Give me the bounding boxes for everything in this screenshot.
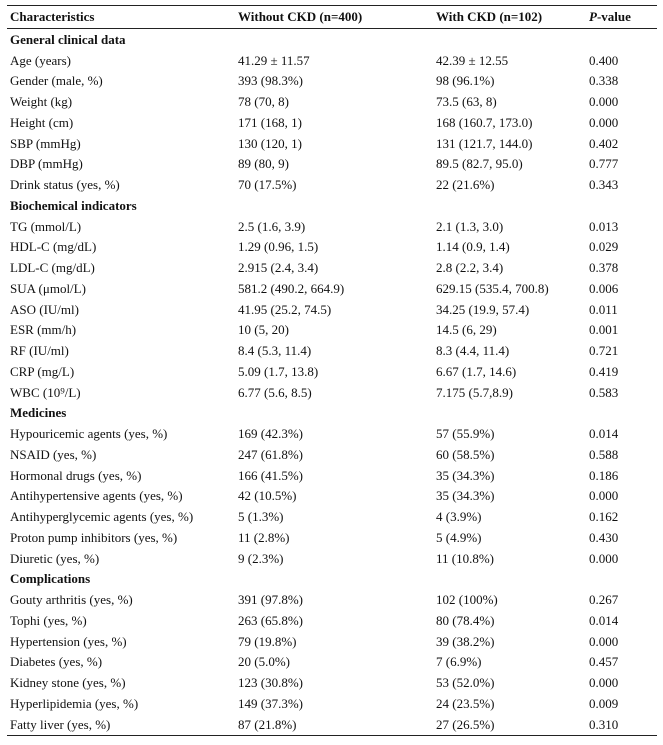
cell-with-ckd: 2.1 (1.3, 3.0) [436, 218, 504, 234]
cell-characteristic: TG (mmol/L) [10, 218, 82, 234]
cell-characteristic: Hormonal drugs (yes, %) [10, 467, 142, 483]
cell-characteristic: NSAID (yes, %) [10, 446, 97, 462]
cell-p-value: 0.009 [589, 695, 619, 711]
cell-with-ckd: 42.39 ± 12.55 [436, 52, 509, 68]
section-title: Complications [10, 571, 91, 587]
table-row [7, 112, 657, 133]
cell-without-ckd: 581.2 (490.2, 664.9) [238, 280, 345, 296]
cell-characteristic: WBC (10⁹/L) [10, 384, 81, 400]
cell-with-ckd: 53 (52.0%) [436, 675, 495, 691]
header-row [7, 6, 657, 29]
cell-with-ckd: 98 (96.1%) [436, 73, 495, 89]
cell-characteristic: LDL-C (mg/dL) [10, 260, 95, 276]
cell-characteristic: Diuretic (yes, %) [10, 550, 100, 566]
cell-p-value: 0.006 [589, 280, 619, 296]
cell-characteristic: Hypouricemic agents (yes, %) [10, 426, 168, 442]
cell-without-ckd: 391 (97.8%) [238, 592, 303, 608]
table-row [7, 486, 657, 507]
cell-characteristic: Diabetes (yes, %) [10, 654, 103, 670]
header-characteristics: Characteristics [10, 9, 95, 24]
cell-characteristic: HDL-C (mg/dL) [10, 239, 97, 255]
table-row [7, 340, 657, 361]
header-p-rest: -value [596, 9, 631, 24]
cell-p-value: 0.419 [589, 363, 619, 379]
header-with-ckd: With CKD (n=102) [436, 9, 543, 24]
cell-p-value: 0.000 [589, 94, 619, 110]
cell-characteristic: Weight (kg) [10, 94, 73, 110]
cell-without-ckd: 9 (2.3%) [238, 550, 284, 566]
cell-without-ckd: 41.95 (25.2, 74.5) [238, 301, 332, 317]
cell-without-ckd: 5 (1.3%) [238, 509, 284, 525]
cell-without-ckd: 130 (120, 1) [238, 135, 302, 151]
table-row [7, 361, 657, 382]
section-row [7, 29, 657, 50]
section-row [7, 403, 657, 424]
table-row [7, 382, 657, 403]
cell-with-ckd: 6.67 (1.7, 14.6) [436, 363, 517, 379]
cell-with-ckd: 35 (34.3%) [436, 467, 495, 483]
cell-with-ckd: 131 (121.7, 144.0) [436, 135, 533, 151]
table-row [7, 444, 657, 465]
cell-p-value: 0.014 [589, 426, 619, 442]
cell-p-value: 0.267 [589, 592, 619, 608]
cell-without-ckd: 171 (168, 1) [238, 114, 302, 130]
cell-without-ckd: 5.09 (1.7, 13.8) [238, 363, 319, 379]
cell-p-value: 0.588 [589, 446, 619, 462]
cell-with-ckd: 7.175 (5.7,8.9) [436, 384, 513, 400]
cell-characteristic: Hyperlipidemia (yes, %) [10, 695, 139, 711]
cell-without-ckd: 2.915 (2.4, 3.4) [238, 260, 319, 276]
cell-characteristic: SUA (μmol/L) [10, 280, 86, 296]
cell-characteristic: ESR (mm/h) [10, 322, 77, 338]
cell-without-ckd: 78 (70, 8) [238, 94, 289, 110]
cell-p-value: 0.583 [589, 384, 619, 400]
cell-with-ckd: 168 (160.7, 173.0) [436, 114, 533, 130]
table-row [7, 527, 657, 548]
cell-with-ckd: 1.14 (0.9, 1.4) [436, 239, 510, 255]
cell-characteristic: Gender (male, %) [10, 73, 103, 89]
cell-p-value: 0.338 [589, 73, 619, 89]
table-row [7, 548, 657, 569]
cell-p-value: 0.457 [589, 654, 619, 670]
cell-p-value: 0.014 [589, 612, 619, 628]
header-p-italic: P [589, 9, 597, 24]
header-without-ckd: Without CKD (n=400) [238, 9, 363, 24]
cell-characteristic: Antihypertensive agents (yes, %) [10, 488, 183, 504]
cell-with-ckd: 102 (100%) [436, 592, 498, 608]
cell-without-ckd: 79 (19.8%) [238, 633, 297, 649]
cell-characteristic: DBP (mmHg) [10, 156, 83, 172]
cell-with-ckd: 35 (34.3%) [436, 488, 495, 504]
cell-without-ckd: 87 (21.8%) [238, 716, 297, 732]
cell-without-ckd: 263 (65.8%) [238, 612, 303, 628]
section-title: Biochemical indicators [10, 197, 137, 213]
cell-p-value: 0.029 [589, 239, 619, 255]
table-row [7, 91, 657, 112]
table-row [7, 278, 657, 299]
table-row [7, 693, 657, 714]
cell-with-ckd: 7 (6.9%) [436, 654, 482, 670]
section-title: Medicines [10, 405, 67, 421]
header-p-value [586, 6, 657, 29]
cell-characteristic: Height (cm) [10, 114, 74, 130]
cell-with-ckd: 629.15 (535.4, 700.8) [436, 280, 549, 296]
cell-p-value: 0.162 [589, 509, 619, 525]
cell-with-ckd: 57 (55.9%) [436, 426, 495, 442]
cell-with-ckd: 14.5 (6, 29) [436, 322, 497, 338]
cell-p-value: 0.013 [589, 218, 619, 234]
cell-with-ckd: 4 (3.9%) [436, 509, 482, 525]
cell-with-ckd: 5 (4.9%) [436, 529, 482, 545]
table-header [7, 6, 657, 29]
cell-without-ckd: 11 (2.8%) [238, 529, 290, 545]
cell-p-value: 0.402 [589, 135, 619, 151]
cell-with-ckd: 2.8 (2.2, 3.4) [436, 260, 504, 276]
cell-with-ckd: 34.25 (19.9, 57.4) [436, 301, 530, 317]
table-row [7, 71, 657, 92]
cell-with-ckd: 24 (23.5%) [436, 695, 495, 711]
table-row [7, 299, 657, 320]
cell-characteristic: RF (IU/ml) [10, 343, 69, 359]
table-row [7, 320, 657, 341]
cell-characteristic: Fatty liver (yes, %) [10, 716, 111, 732]
cell-without-ckd: 169 (42.3%) [238, 426, 303, 442]
cell-without-ckd: 149 (37.3%) [238, 695, 303, 711]
table-row [7, 216, 657, 237]
cell-with-ckd: 73.5 (63, 8) [436, 94, 497, 110]
cell-characteristic: Proton pump inhibitors (yes, %) [10, 529, 178, 545]
cell-p-value: 0.777 [589, 156, 619, 172]
cell-characteristic: Hypertension (yes, %) [10, 633, 127, 649]
cell-with-ckd: 11 (10.8%) [436, 550, 495, 566]
cell-with-ckd: 27 (26.5%) [436, 716, 495, 732]
cell-p-value: 0.000 [589, 488, 619, 504]
table-row [7, 257, 657, 278]
table-row [7, 506, 657, 527]
cell-p-value: 0.721 [589, 343, 619, 359]
cell-with-ckd: 8.3 (4.4, 11.4) [436, 343, 510, 359]
table-row [7, 423, 657, 444]
table-row [7, 133, 657, 154]
table-row [7, 714, 657, 735]
table-row [7, 465, 657, 486]
cell-without-ckd: 70 (17.5%) [238, 177, 297, 193]
cell-with-ckd: 22 (21.6%) [436, 177, 495, 193]
cell-without-ckd: 10 (5, 20) [238, 322, 289, 338]
table-row [7, 672, 657, 693]
table-row [7, 652, 657, 673]
cell-p-value: 0.186 [589, 467, 619, 483]
table-body [7, 29, 657, 736]
cell-characteristic: CRP (mg/L) [10, 363, 75, 379]
table-row [7, 589, 657, 610]
cell-p-value: 0.343 [589, 177, 619, 193]
cell-without-ckd: 41.29 ± 11.57 [238, 52, 310, 68]
cell-characteristic: Tophi (yes, %) [10, 612, 87, 628]
cell-without-ckd: 42 (10.5%) [238, 488, 297, 504]
cell-p-value: 0.000 [589, 550, 619, 566]
cell-without-ckd: 166 (41.5%) [238, 467, 303, 483]
cell-without-ckd: 89 (80, 9) [238, 156, 289, 172]
table-row [7, 174, 657, 195]
table-row [7, 154, 657, 175]
cell-p-value: 0.000 [589, 675, 619, 691]
section-title: General clinical data [10, 31, 126, 47]
cell-p-value: 0.378 [589, 260, 619, 276]
cell-characteristic: Kidney stone (yes, %) [10, 675, 126, 691]
cell-without-ckd: 6.77 (5.6, 8.5) [238, 384, 312, 400]
cell-p-value: 0.000 [589, 633, 619, 649]
cell-p-value: 0.310 [589, 716, 619, 732]
cell-p-value: 0.400 [589, 52, 619, 68]
cell-p-value: 0.430 [589, 529, 619, 545]
cell-without-ckd: 20 (5.0%) [238, 654, 290, 670]
cell-with-ckd: 39 (38.2%) [436, 633, 495, 649]
cell-without-ckd: 247 (61.8%) [238, 446, 303, 462]
cell-with-ckd: 89.5 (82.7, 95.0) [436, 156, 523, 172]
cell-characteristic: SBP (mmHg) [10, 135, 81, 151]
cell-characteristic: Age (years) [10, 52, 71, 68]
characteristics-table [7, 5, 657, 736]
cell-without-ckd: 8.4 (5.3, 11.4) [238, 343, 312, 359]
table-row [7, 50, 657, 71]
cell-without-ckd: 123 (30.8%) [238, 675, 303, 691]
cell-characteristic: ASO (IU/ml) [10, 301, 79, 317]
table-row [7, 631, 657, 652]
cell-p-value: 0.011 [589, 301, 618, 317]
cell-without-ckd: 393 (98.3%) [238, 73, 303, 89]
cell-without-ckd: 2.5 (1.6, 3.9) [238, 218, 306, 234]
cell-with-ckd: 60 (58.5%) [436, 446, 495, 462]
cell-characteristic: Drink status (yes, %) [10, 177, 120, 193]
section-row [7, 569, 657, 590]
table-row [7, 237, 657, 258]
cell-characteristic: Antihyperglycemic agents (yes, %) [10, 509, 194, 525]
cell-p-value: 0.000 [589, 114, 619, 130]
cell-p-value: 0.001 [589, 322, 619, 338]
section-row [7, 195, 657, 216]
cell-with-ckd: 80 (78.4%) [436, 612, 495, 628]
cell-without-ckd: 1.29 (0.96, 1.5) [238, 239, 319, 255]
cell-characteristic: Gouty arthritis (yes, %) [10, 592, 133, 608]
table-row [7, 610, 657, 631]
